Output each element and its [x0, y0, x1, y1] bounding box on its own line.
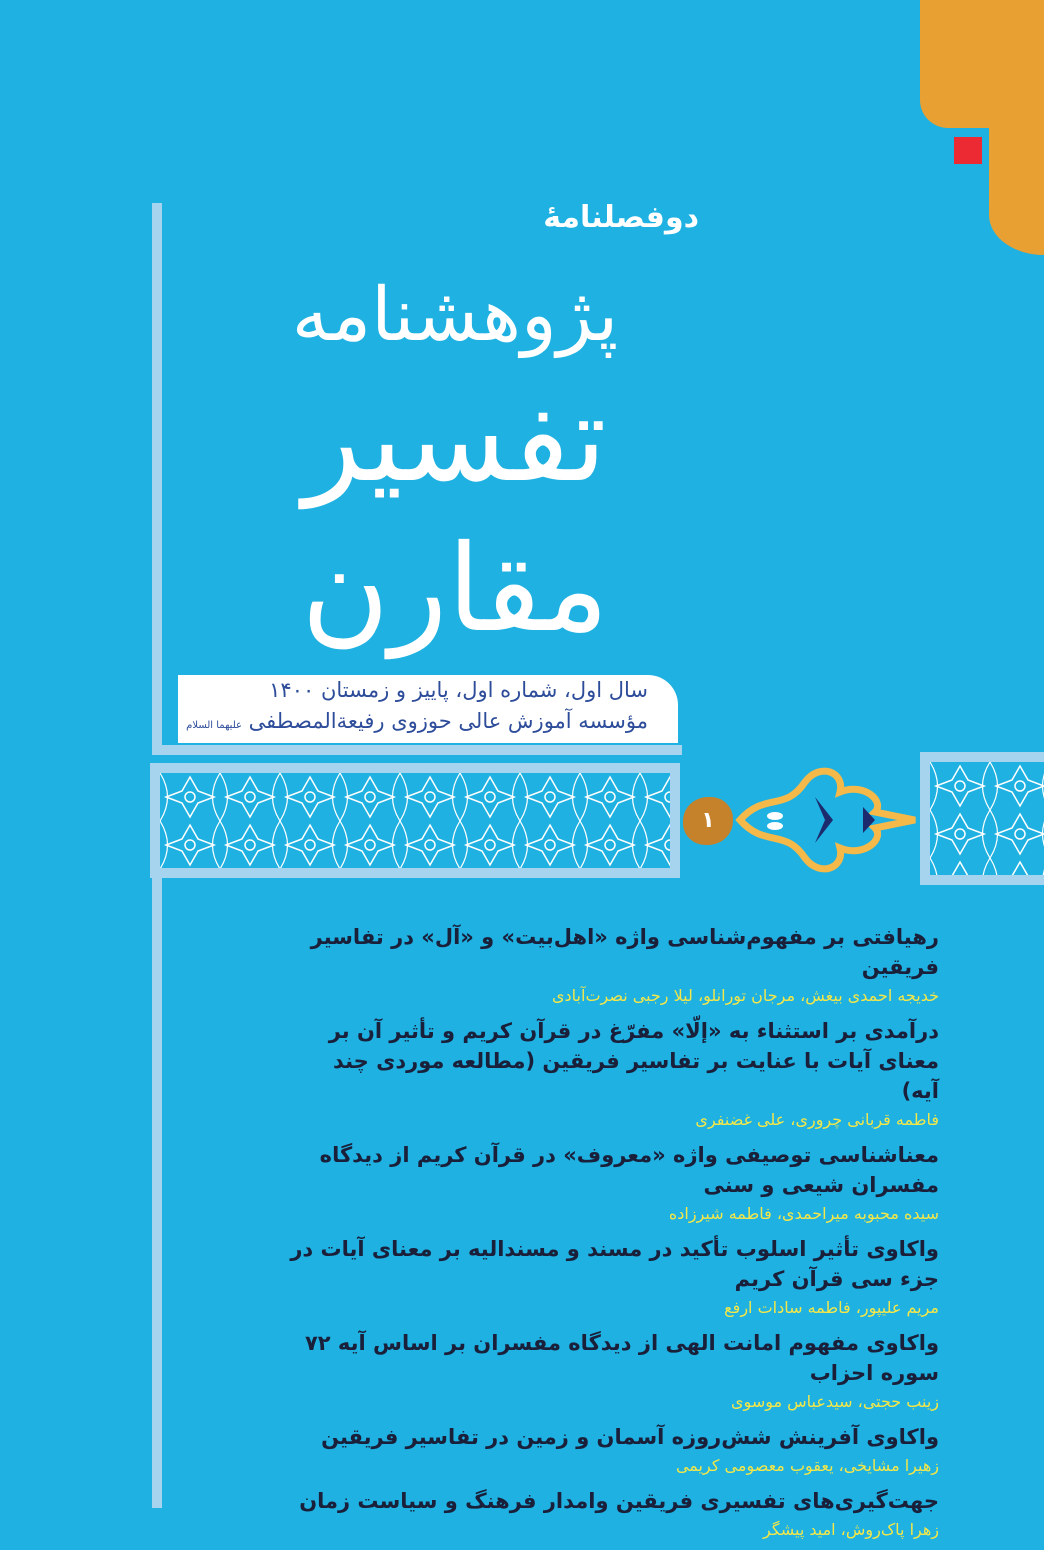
frame-line-horizontal: [152, 745, 682, 755]
article-title[interactable]: واکاوی تأثیر اسلوب تأکید در مسند و مسندالیه بر معنای آیات در جزء سی قرآن کریم: [290, 1237, 939, 1291]
article-authors: زینب حجتی، سیدعباس موسوی: [731, 1392, 939, 1411]
article-authors: خدیجه احمدی بیغش، مرجان تورانلو، لیلا رجبی نصرت‌آبادی: [552, 986, 939, 1005]
article-item[interactable]: [289, 1486, 939, 1544]
frame-line-vertical-bottom: [152, 875, 162, 1508]
article-authors: مریم علیپور، فاطمه سادات ارفع: [724, 1298, 939, 1317]
corner-decoration-orange: [920, 0, 1044, 128]
article-authors: زهرا پاک‌روش، امید پیشگر: [763, 1520, 939, 1539]
article-authors: سیده محبوبه میراحمدی، فاطمه شیرزاده: [668, 1204, 939, 1223]
journal-title-line2: تفسیر مقارن: [301, 370, 609, 659]
article-item[interactable]: [289, 1328, 939, 1416]
article-title[interactable]: معناشناسی توصیفی واژه «معروف» در قرآن کریم از دیدگاه مفسران شیعی و سنی: [319, 1143, 939, 1197]
honorific-mark: علیهما السلام: [186, 720, 242, 731]
article-title[interactable]: درآمدی بر استثناء به «إلّا» مفرّغ در قرآن کریم و تأثیر آن بر معنای آیات با عنایت بر تفاسیر فریقین (مطالعه موردی چند آیه): [328, 1019, 939, 1103]
journal-kicker: دوفصلنامهٔ: [543, 200, 699, 235]
frame-line-vertical-top: [152, 203, 162, 755]
article-title[interactable]: رهیافتی بر مفهوم‌شناسی واژه «اهل‌بیت» و «آل» در تفاسیر فریقین: [310, 925, 939, 979]
article-item[interactable]: [289, 1234, 939, 1322]
red-square-mark: [954, 137, 982, 164]
issue-info-line2: مؤسسه آموزش عالی حوزوی رفیعة‌المصطفی: [248, 709, 648, 733]
journal-title: [195, 265, 715, 659]
article-item[interactable]: [289, 1016, 939, 1134]
journal-title-line1: پژوهشنامه: [291, 272, 619, 358]
geometric-pattern-right: [930, 762, 1044, 875]
geometric-pattern-left: [160, 773, 670, 868]
article-authors: زهیرا مشایخی، یعقوب معصومی کریمی: [675, 1456, 939, 1475]
article-title[interactable]: واکاوی مفهوم امانت الهی از دیدگاه مفسران بر اساس آیه ۷۲ سوره احزاب: [304, 1331, 939, 1385]
pattern-band-left: [150, 763, 680, 878]
article-title[interactable]: واکاوی آفرینش شش‌روزه آسمان و زمین در تفاسیر فریقین: [321, 1425, 939, 1449]
table-of-contents: [289, 922, 939, 1550]
article-item[interactable]: [289, 1422, 939, 1480]
issue-info-box: [178, 675, 678, 743]
issue-number-badge: ۱: [683, 797, 733, 845]
issue-info-line1: سال اول، شماره اول، پاییز و زمستان ۱۴۰۰: [269, 678, 648, 702]
article-title[interactable]: جهت‌گیری‌های تفسیری فریقین وامدار فرهنگ و سیاست زمان: [299, 1489, 939, 1513]
article-item[interactable]: [289, 922, 939, 1010]
corner-decoration-orange-lower: [989, 120, 1044, 255]
ornament-arabesque: [725, 752, 920, 887]
article-authors: فاطمه قربانی چروری، علی غضنفری: [695, 1110, 939, 1129]
article-item[interactable]: [289, 1140, 939, 1228]
pattern-band-right: [920, 752, 1044, 885]
